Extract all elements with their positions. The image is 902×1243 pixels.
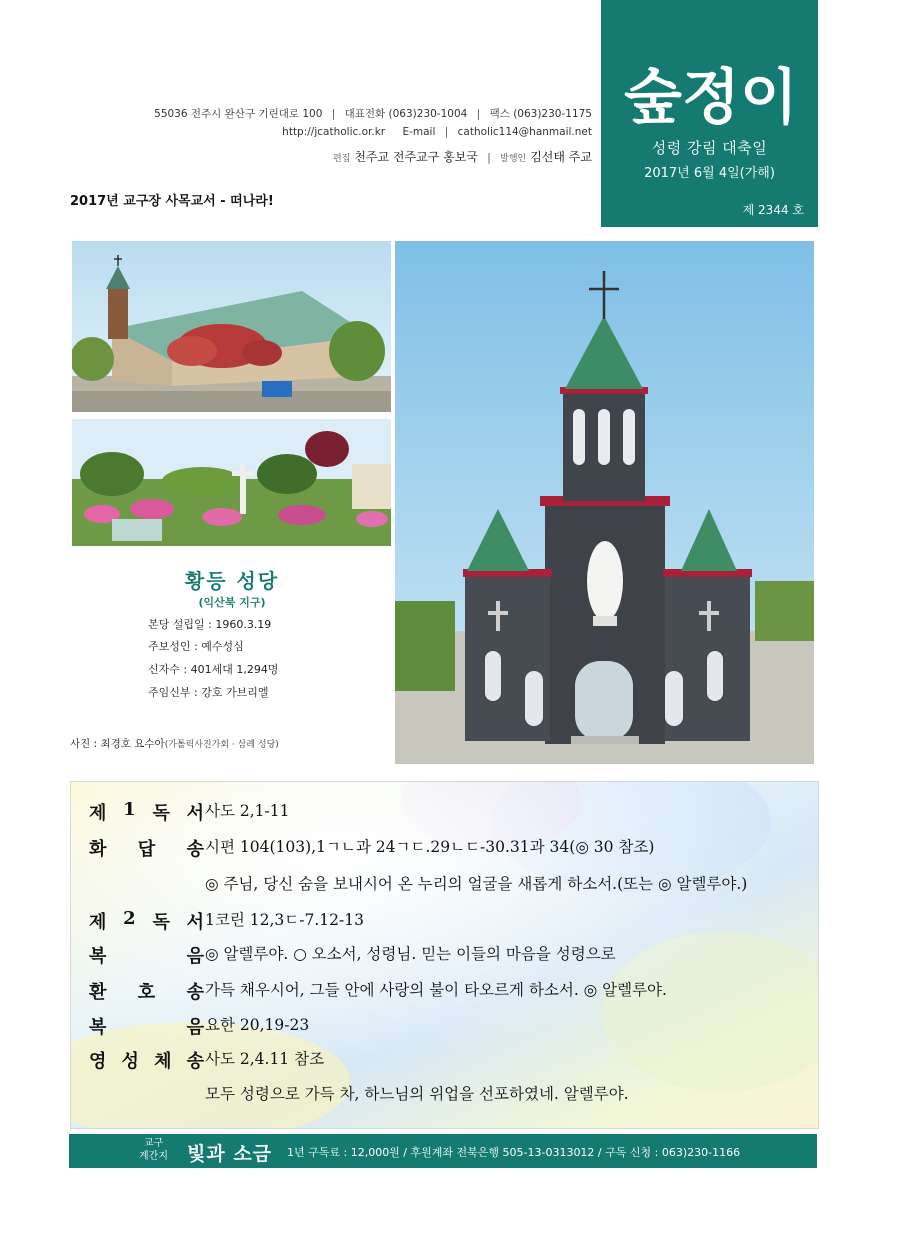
photo-credit-name: 사진 : 최경호 요수아 xyxy=(70,738,165,750)
feast-title: 성령 강림 대축일 xyxy=(651,139,768,157)
reading-text: 요한 20,19-23 xyxy=(205,1016,310,1034)
reading-text: 사도 2,4.11 참조 xyxy=(205,1050,325,1068)
footer-publisher-label xyxy=(139,1137,168,1163)
church-patron: 주보성인 : 예수성심 xyxy=(148,640,244,653)
masthead xyxy=(601,0,818,227)
reading-text: ◎ 주님, 당신 숨을 보내시어 온 누리의 얼굴을 새롭게 하소서.(또는 ◎ 알렐루야.) xyxy=(205,875,748,893)
address: 전주시 완산구 기린대로 100 xyxy=(190,108,323,120)
reading-text: 사도 2,1-11 xyxy=(205,802,290,820)
issue-date: 2017년 6월 4일(가해) xyxy=(644,166,775,181)
address-line: 55036 전주시 완산구 기린대로 100 | 대표전화 (063)230-1004 | 팩스 (063)230-1175 xyxy=(154,108,592,120)
reading-row xyxy=(71,835,818,867)
email-label: E-mail xyxy=(402,126,436,138)
church-members: 신자수 : 401세대 1,294명 xyxy=(148,663,279,676)
reading-label: 영 성 체 송 xyxy=(89,1051,204,1072)
issue-number: 제 2344 호 xyxy=(742,203,804,217)
footer-subscription-info: 1년 구독료 : 12,000원 / 후원계좌 전북은행 505-13-0313012 / 구독 신청 : 063)230-1166 xyxy=(287,1146,741,1159)
fax-number: (063)230-1175 xyxy=(513,108,592,120)
editor-line: 편집 천주교 전주교구 홍보국 | 발행인 김선태 주교 xyxy=(332,150,592,164)
postal-code: 55036 xyxy=(154,108,188,120)
church-name: 황등 성당 xyxy=(184,569,280,593)
reading-label: 화 답 송 xyxy=(89,839,204,860)
fax-label: 팩스 xyxy=(489,108,510,120)
reading-text: 1코린 12,3ㄷ-7.12-13 xyxy=(205,911,364,929)
reading-row xyxy=(71,942,818,974)
photo-credit xyxy=(70,736,279,751)
reading-row xyxy=(71,872,818,904)
reading-label: 복 음 xyxy=(89,1017,204,1038)
web-line: http://jcatholic.or.kr E-mail | catholic114@hanmail.net xyxy=(282,126,592,138)
reading-row xyxy=(71,799,818,831)
reading-label: 복 음 xyxy=(89,946,204,967)
reading-row xyxy=(71,1082,818,1114)
email-link[interactable]: catholic114@hanmail.net xyxy=(457,126,592,138)
footer-gyogu: 교구 xyxy=(143,1138,164,1149)
reading-row xyxy=(71,908,818,940)
reading-text: 모두 성령으로 가득 차, 하느님의 위업을 선포하였네. 알렐루야. xyxy=(205,1085,629,1103)
church-founded: 본당 설립일 : 1960.3.19 xyxy=(148,618,272,631)
reading-text: ◎ 알렐루야. ○ 오소서, 성령님. 믿는 이들의 마음을 성령으로 xyxy=(205,945,616,963)
reading-label: 제 1 독 서 xyxy=(89,799,204,824)
pastoral-letter-title: 2017년 교구장 사목교서 - 떠나라! xyxy=(70,194,274,209)
reading-text: 가득 채우시어, 그들 안에 사랑의 불이 타오르게 하소서. ◎ 알렐루야. xyxy=(205,981,667,999)
editor-name: 천주교 전주교구 홍보국 xyxy=(354,150,478,164)
reading-row xyxy=(71,1013,818,1045)
reading-text: 시편 104(103),1ㄱㄴ과 24ㄱㄷ.29ㄴㄷ-30.31과 34(◎ 30 참조) xyxy=(205,838,655,856)
masthead-logo xyxy=(611,58,811,132)
footer-brand-logo: 빛과 소금 xyxy=(187,1143,273,1165)
church-front-photo xyxy=(395,241,814,764)
publisher-name: 김선태 주교 xyxy=(530,150,592,164)
photo-credit-note: (가톨릭사진가회 · 삼례 성당) xyxy=(164,740,279,750)
logo-text: 숲정이 xyxy=(624,63,798,132)
reading-row xyxy=(71,978,818,1010)
readings-box xyxy=(70,781,819,1129)
footer-gyeganji: 계간지 xyxy=(139,1151,168,1162)
phone-label: 대표전화 xyxy=(344,108,386,120)
church-region: (익산북 지구) xyxy=(198,596,266,609)
publisher-label: 발행인 xyxy=(500,154,527,164)
reading-label: 환 호 송 xyxy=(89,982,204,1003)
footer-band xyxy=(69,1134,817,1168)
reading-row xyxy=(71,1047,818,1079)
website-link[interactable]: http://jcatholic.or.kr xyxy=(282,126,386,138)
church-side-photo xyxy=(72,241,391,412)
church-pastor: 주임신부 : 강호 가브리엘 xyxy=(148,686,269,699)
editor-label: 편집 xyxy=(332,154,351,164)
phone-number: (063)230-1004 xyxy=(388,108,468,120)
church-garden-photo xyxy=(72,419,391,546)
reading-label: 제 2 독 서 xyxy=(89,908,204,933)
